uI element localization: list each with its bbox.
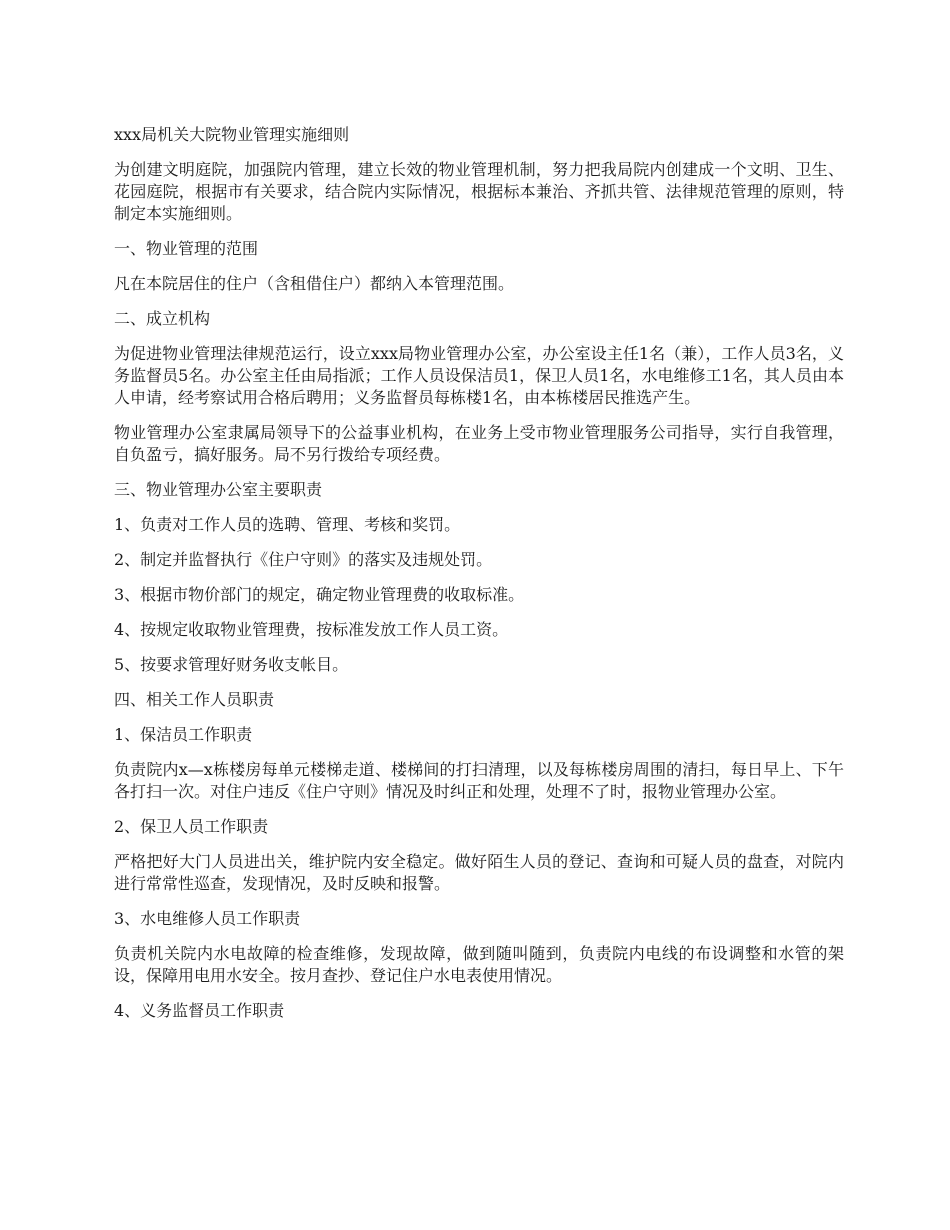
subheading-security: 2、保卫人员工作职责 bbox=[114, 817, 269, 836]
section-heading-office-duties: 三、物业管理办公室主要职责 bbox=[114, 480, 323, 499]
document-page bbox=[114, 124, 844, 1035]
list-item-duty-4: 4、按规定收取物业管理费，按标准发放工作人员工资。 bbox=[114, 620, 509, 639]
list-item-duty-5: 5、按要求管理好财务收支帐目。 bbox=[114, 655, 349, 674]
section-heading-staff-duties: 四、相关工作人员职责 bbox=[114, 690, 275, 709]
paragraph-intro: 为创建文明庭院，加强院内管理，建立长效的物业管理机制，努力把我局院内创建成一个文明、卫生、花园庭院，根据市有关要求，结合院内实际情况，根据标本兼治、齐抓共管、法律规范管理的原则，特制定本实施细则。 bbox=[114, 160, 844, 223]
document-title: xxx局机关大院物业管理实施细则 bbox=[114, 125, 350, 144]
subheading-supervisor: 4、义务监督员工作职责 bbox=[114, 1001, 285, 1020]
paragraph-cleaner: 负责院内x—x栋楼房每单元楼梯走道、楼梯间的打扫清理，以及每栋楼房周围的清扫，每日早上、下午各打扫一次。对住户违反《住户守则》情况及时纠正和处理，处理不了时，报物业管理办公室。 bbox=[114, 760, 844, 801]
paragraph-scope: 凡在本院居住的住户（含租借住户）都纳入本管理范围。 bbox=[114, 274, 515, 293]
paragraph-office-nature: 物业管理办公室隶属局领导下的公益事业机构，在业务上受市物业管理服务公司指导，实行自我管理，自负盈亏，搞好服务。局不另行拨给专项经费。 bbox=[114, 423, 844, 464]
subheading-cleaner: 1、保洁员工作职责 bbox=[114, 725, 253, 744]
list-item-duty-1: 1、负责对工作人员的选聘、管理、考核和奖罚。 bbox=[114, 515, 461, 534]
paragraph-organization: 为促进物业管理法律规范运行，设立xxx局物业管理办公室，办公室设主任1名（兼），工作人员3名，义务监督员5名。办公室主任由局指派；工作人员设保洁员1，保卫人员1名，水电维修工1名，其人员由本人申请，经考察试用合格后聘用；义务监督员每栋楼1名，由本栋楼居民推选产生。 bbox=[114, 344, 844, 407]
list-item-duty-3: 3、根据市物价部门的规定，确定物业管理费的收取标准。 bbox=[114, 585, 525, 604]
list-item-duty-2: 2、制定并监督执行《住户守则》的落实及违规处罚。 bbox=[114, 550, 493, 569]
section-heading-organization: 二、成立机构 bbox=[114, 309, 211, 328]
paragraph-maintenance: 负责机关院内水电故障的检查维修，发现故障，做到随叫随到，负责院内电线的布设调整和水管的架设，保障用电用水安全。按月查抄、登记住户水电表使用情况。 bbox=[114, 944, 844, 985]
section-heading-scope: 一、物业管理的范围 bbox=[114, 239, 259, 258]
paragraph-security: 严格把好大门人员进出关，维护院内安全稳定。做好陌生人员的登记、查询和可疑人员的盘查，对院内进行常常性巡查，发现情况，及时反映和报警。 bbox=[114, 852, 844, 893]
subheading-maintenance: 3、水电维修人员工作职责 bbox=[114, 909, 301, 928]
